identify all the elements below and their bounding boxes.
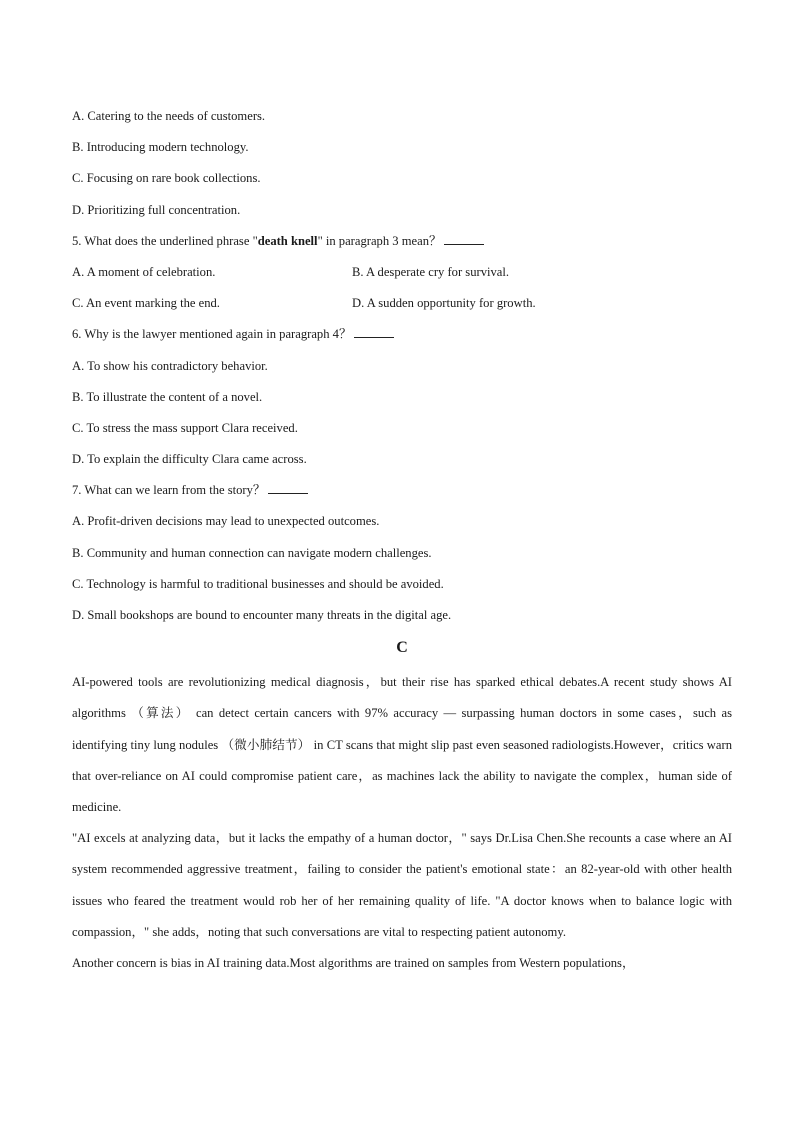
q6-option-d: D. To explain the difficulty Clara came across. <box>72 452 307 467</box>
q7-option-d: D. Small bookshops are bound to encounter many threats in the digital age. <box>72 608 452 622</box>
q4-option-d: D. Prioritizing full concentration. <box>72 202 241 217</box>
q5-term: death knell <box>257 233 318 248</box>
q7-stem-text: 7. What can we learn from the story？ <box>72 483 266 498</box>
q5-options-row-2 <box>72 288 732 319</box>
document-page <box>72 101 732 979</box>
q5-stem <box>72 226 732 257</box>
q5-option-d: D. A sudden opportunity for growth. <box>352 296 536 311</box>
q7-option-b: B. Community and human connection can navigate modern challenges. <box>72 545 432 560</box>
q5-option-a: A. A moment of celebration. <box>72 264 216 279</box>
q6-stem-text: 6. Why is the lawyer mentioned again in paragraph 4？ <box>72 327 352 342</box>
q7-option-c: C. Technology is harmful to traditional businesses and should be avoided. <box>72 576 444 591</box>
q6-option-a: A. To show his contradictory behavior. <box>72 358 268 373</box>
q4-option-a: A. Catering to the needs of customers. <box>72 109 266 123</box>
q7-stem <box>72 475 732 506</box>
q6-option-c: C. To stress the mass support Clara received. <box>72 420 298 435</box>
q5-option-c: C. An event marking the end. <box>72 296 220 311</box>
q6-stem <box>72 319 732 350</box>
answer-blank <box>354 325 394 338</box>
q5-stem-suffix: " in paragraph 3 mean？ <box>317 233 442 248</box>
q4-option-c: C. Focusing on rare book collections. <box>72 171 261 186</box>
q5-options-row-1 <box>72 257 732 288</box>
answer-blank <box>268 481 308 494</box>
section-c-paragraph-1: AI-powered tools are revolutionizing medical diagnosis，but their rise has sparked ethical debates.A recent study shows AI algorithms （算法） can detect certain cancers with 97% accuracy — surpassing human doctors in some cases，such as identifying tiny lung nodules （微小肺结节） in CT scans that might slip past even seasoned radiologists.However，critics warn that over-reliance on AI could compromise patient care，as machines lack the ability to navigate the complex，human side of medicine. <box>72 675 732 814</box>
answer-blank <box>444 232 484 245</box>
section-c-paragraph-2: "AI excels at analyzing data，but it lacks the empathy of a human doctor，" says Dr.Lisa Chen.She recounts a case where an AI system recommended aggressive treatment，failing to consider the patient's emotional state：an 82-year-old with other health issues who feared the treatment would rob her of her remaining quality of life. "A doctor knows when to balance logic with compassion，" she adds，noting that such conversations are vital to respecting patient autonomy. <box>72 831 732 939</box>
section-c-paragraph-3: Another concern is bias in AI training data.Most algorithms are trained on samples from Western populations， <box>72 956 635 971</box>
q5-option-b: B. A desperate cry for survival. <box>352 264 510 279</box>
section-c-title: C <box>396 639 408 657</box>
q7-option-a: A. Profit-driven decisions may lead to unexpected outcomes. <box>72 514 380 529</box>
q5-stem-prefix: 5. What does the underlined phrase " <box>72 233 258 248</box>
q4-option-b: B. Introducing modern technology. <box>72 140 249 155</box>
q6-option-b: B. To illustrate the content of a novel. <box>72 389 263 404</box>
